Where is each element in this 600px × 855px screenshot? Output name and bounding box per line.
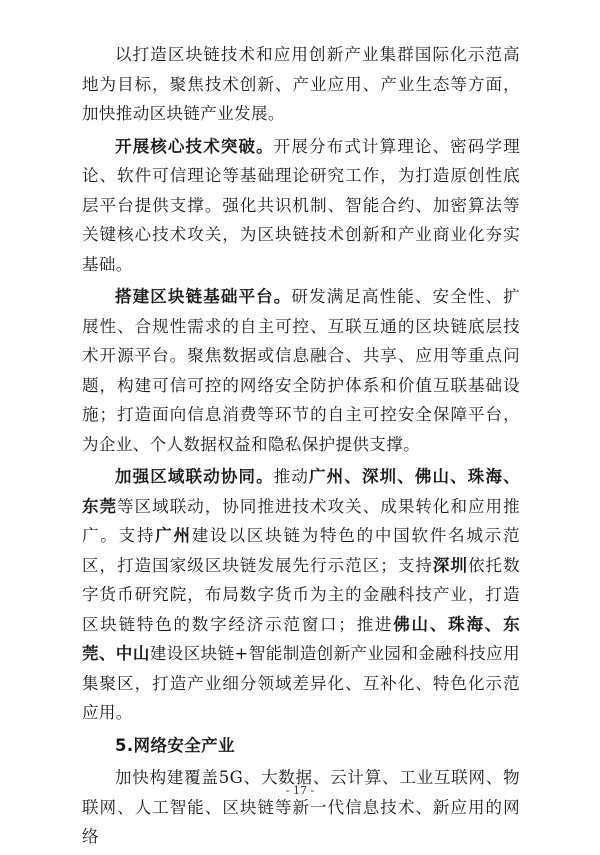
bold-run: 广州 (155, 526, 192, 545)
bold-run: 搭建区块链基础平台。 (115, 287, 292, 306)
document-page (82, 40, 520, 855)
closing-paragraph: 加快构建覆盖5G、大数据、云计算、工业互联网、物联网、人工智能、区块链等新一代信息技术、新应用的网络 (82, 768, 520, 846)
bold-run: 佛山、珠海、东莞、中山 (82, 614, 520, 663)
text-run: 建设以区块链为特色的中国软件名城示范区，打造国家级区块链发展先行示范区；支持 (82, 526, 520, 575)
bold-run: 开展核心技术突破。 (115, 136, 274, 156)
section-heading: 5.网络安全产业 (115, 735, 235, 755)
body-text (82, 40, 520, 728)
paragraph (82, 40, 520, 129)
text-run: 建设区块链+智能制造创新产业园和金融科技应用集聚区，打造产业细分领域差异化、互补化、特色化示范应用。 (82, 644, 520, 722)
bold-run: 深圳 (432, 555, 468, 575)
text-run: 推动 (273, 467, 310, 486)
paragraph (82, 282, 520, 459)
bold-run: 广州、深圳、佛山、珠海、东莞 (82, 467, 520, 516)
paragraph (82, 132, 520, 280)
bold-run: 加强区域联动协同。 (115, 467, 274, 486)
text-run: 以打造区块链技术和应用创新产业集群国际化示范高地为目标，聚焦技术创新、产业应用、产业生态等方面，加快推动区块链产业发展。 (82, 45, 520, 123)
paragraph (82, 462, 520, 728)
text-run: 研发满足高性能、安全性、扩展性、合规性需求的自主可控、互联互通的区块链底层技术开源平台。聚焦数据或信息融合、共享、应用等重点问题，构建可信可控的网络安全防护体系和价值互联基础设施；打造面向信息消费等环节的自主可控安全保障平台，为企业、个人数据权益和隐私保护提供支撑。 (82, 287, 521, 454)
text-run: 等区域联动，协同推进技术攻关、成果转化和应用推广。支持 (82, 496, 520, 545)
page-number: - 17 - (285, 784, 315, 797)
text-run: 开展分布式计算理论、密码学理论、软件可信理论等基础理论研究工作，为打造原创性底层平台提供支撑。强化共识机制、智能合约、加密算法等关键核心技术攻关，为区块链技术创新和产业商业化夯实基础。 (82, 136, 520, 274)
text-run: 依托数字货币研究院，布局数字货币为主的金融科技产业，打造区块链特色的数字经济示范窗口；推进 (82, 555, 520, 634)
